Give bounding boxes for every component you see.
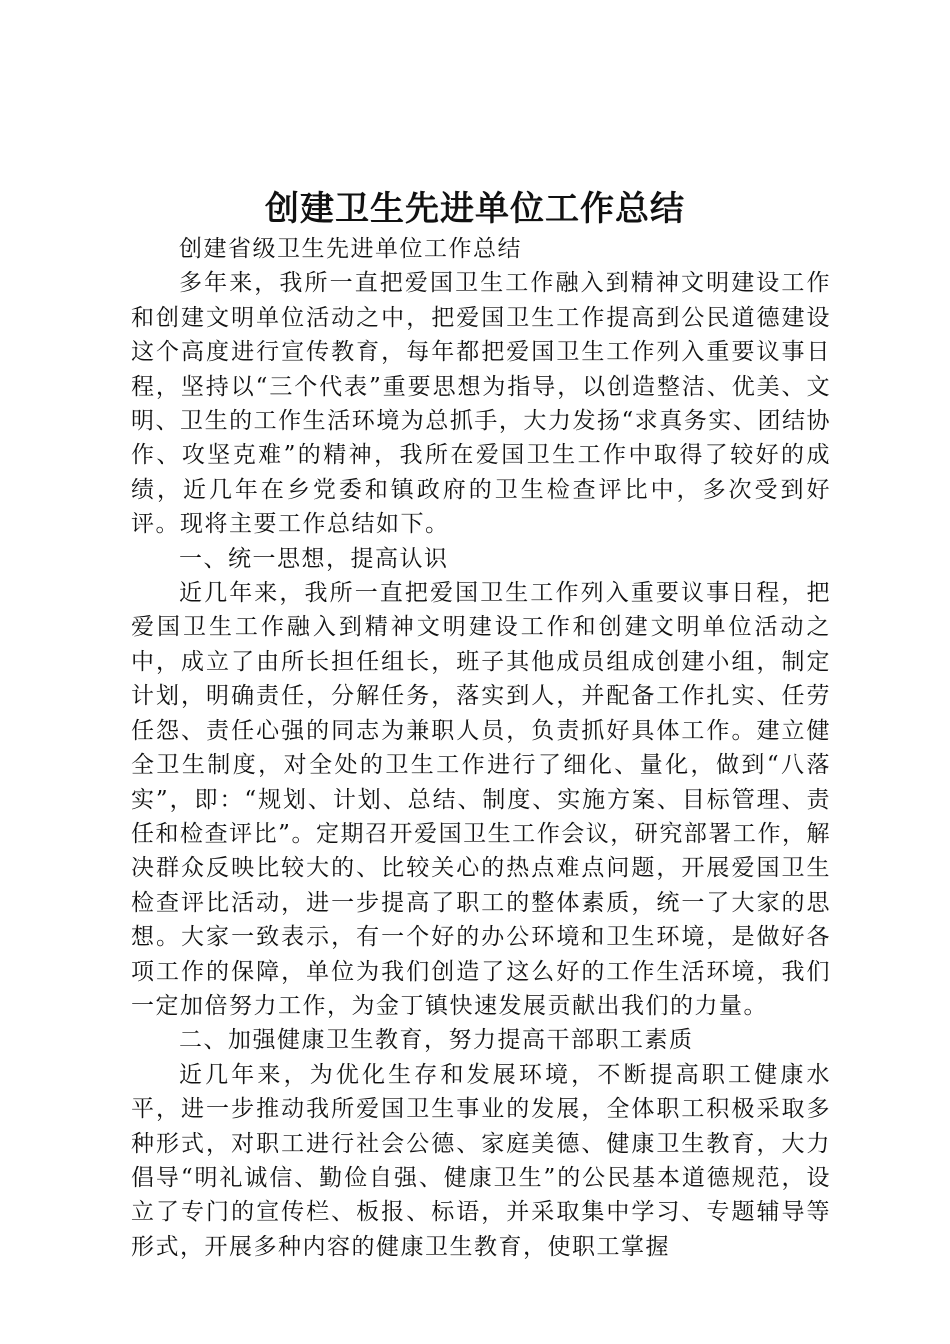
document-title: 创建卫生先进单位工作总结 bbox=[265, 189, 685, 229]
subtitle-paragraph: 创建省级卫生先进单位工作总结 bbox=[179, 236, 522, 262]
intro-paragraph: 多年来，我所一直把爱国卫生工作融入到精神文明建设工作和创建文明单位活动之中，把爱国卫生工作提高到公民道德建设这个高度进行宣传教育，每年都把爱国卫生工作列入重要议事日程，坚持以“三个代表”重要思想为指导，以创造整洁、优美、文明、卫生的工作生活环境为总抓手，大力发扬“求真务实、团结协作、攻坚克难”的精神，我所在爱国卫生工作中取得了较好的成绩，近几年在乡党委和镇政府的卫生检查评比中，多次受到好评。现将主要工作总结如下。 bbox=[131, 270, 831, 538]
section-1-paragraph: 近几年来，我所一直把爱国卫生工作列入重要议事日程，把爱国卫生工作融入到精神文明建设工作和创建文明单位活动之中，成立了由所长担任组长，班子其他成员组成创建小组，制定计划，明确责任，分解任务，落实到人，并配备工作扎实、任劳任怨、责任心强的同志为兼职人员，负责抓好具体工作。建立健全卫生制度，对全处的卫生工作进行了细化、量化，做到“八落实”，即：“规划、计划、总结、制度、实施方案、目标管理、责任和检查评比”。定期召开爱国卫生工作会议，研究部署工作，解决群众反映比较大的、比较关心的热点难点问题，开展爱国卫生检查评比活动，进一步提高了职工的整体素质，统一了大家的思想。大家一致表示，有一个好的办公环境和卫生环境，是做好各项工作的保障，单位为我们创造了这么好的工作生活环境，我们一定加倍努力工作，为金丁镇快速发展贡献出我们的力量。 bbox=[131, 580, 831, 1019]
section-2-paragraph: 近几年来，为优化生存和发展环境，不断提高职工健康水平，进一步推动我所爱国卫生事业的发展，全体职工积极采取多种形式，对职工进行社会公德、家庭美德、健康卫生教育，大力倡导“明礼诚信、勤俭自强、健康卫生”的公民基本道德规范，设立了专门的宣传栏、板报、标语，并采取集中学习、专题辅导等形式，开展多种内容的健康卫生教育，使职工掌握 bbox=[131, 1061, 831, 1260]
document-body bbox=[131, 232, 831, 1264]
section-heading-1: 一、统一思想，提高认识 bbox=[179, 545, 449, 572]
section-heading-2: 二、加强健康卫生教育，努力提高干部职工素质 bbox=[179, 1027, 694, 1054]
